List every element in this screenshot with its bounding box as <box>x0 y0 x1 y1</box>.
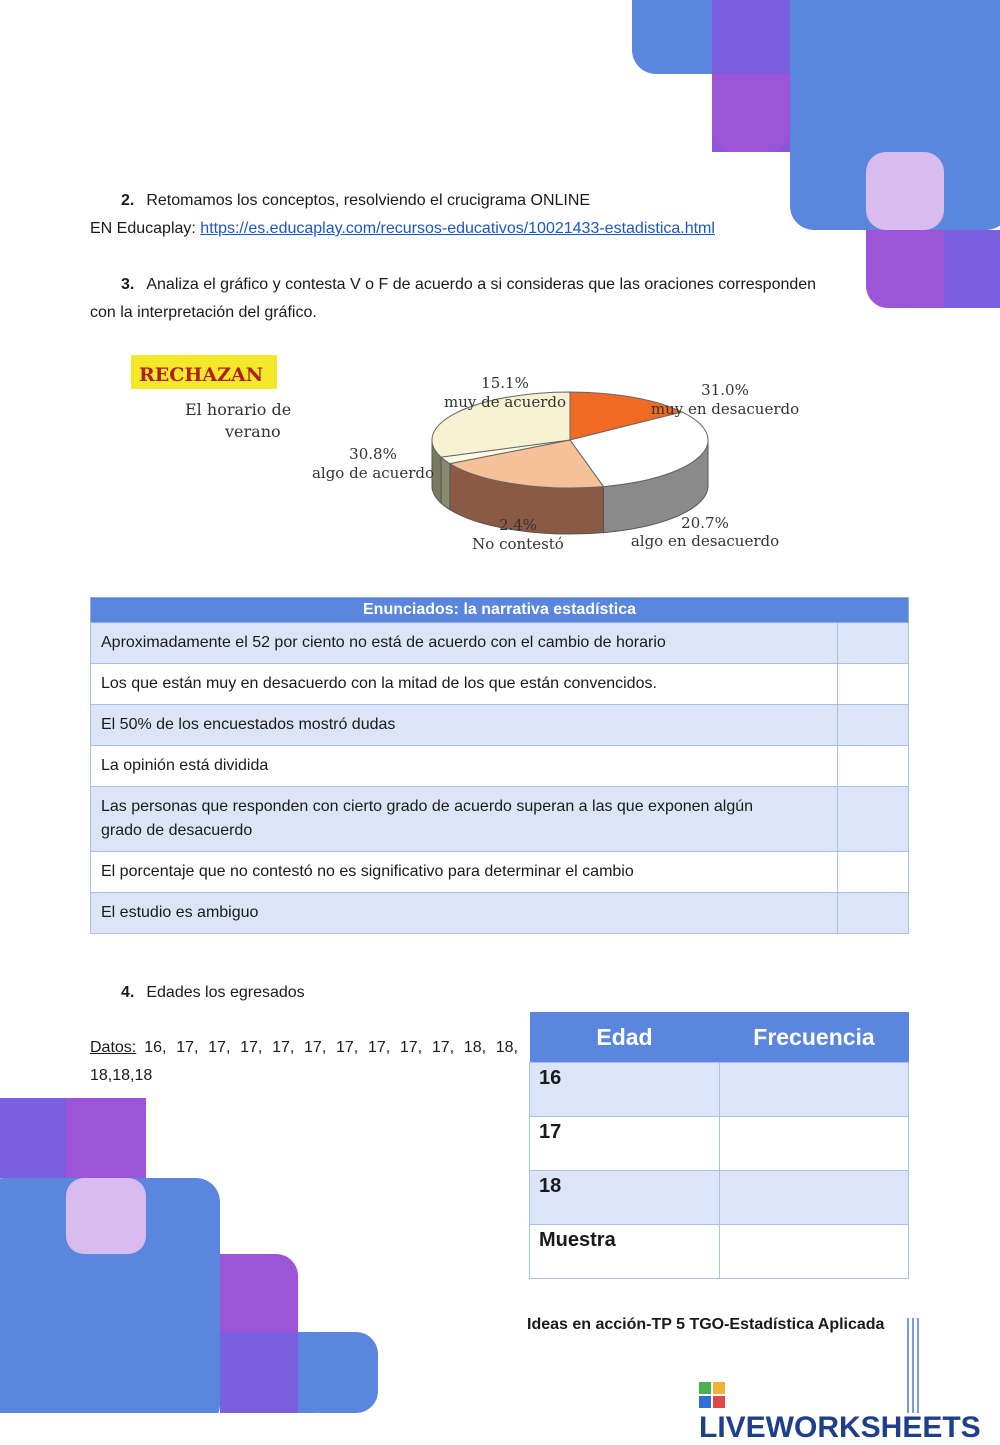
opinion-pie-chart <box>125 345 825 570</box>
datos-label: Datos: <box>90 1039 137 1056</box>
table-row <box>91 705 909 746</box>
question-4-number: 4. <box>121 984 135 1001</box>
vf-answer-cell[interactable] <box>838 623 909 664</box>
vf-answer-cell[interactable] <box>838 893 909 934</box>
statement-text: El porcentaje que no contestó no es significativo para determinar el cambio <box>91 852 838 893</box>
frequency-answer-cell[interactable] <box>720 1117 909 1171</box>
table-row <box>530 1063 909 1117</box>
vf-answer-cell[interactable] <box>838 664 909 705</box>
decorative-shapes-bottom-left <box>0 1090 390 1413</box>
pie-category-label: No contestó <box>472 535 564 553</box>
pie-percent-label: 31.0% <box>701 381 749 399</box>
statement-text: Los que están muy en desacuerdo con la mitad de los que están convencidos. <box>91 664 838 705</box>
pie-category-label: algo de acuerdo <box>311 464 435 482</box>
liveworksheets-logo-icon <box>699 1382 725 1408</box>
frequency-answer-cell[interactable] <box>720 1063 909 1117</box>
question-3-text: Analiza el gráfico y contesta V o F de acuerdo a si consideras que las oraciones corresponden <box>146 276 817 293</box>
table-row <box>91 787 909 852</box>
educaplay-prefix: EN Educaplay: <box>90 220 196 237</box>
datos-values: 16, 17, 17, 17, 17, 17, 17, 17, 17, 17, 18, 18, 18,18,18 <box>90 1039 518 1084</box>
statement-text: El 50% de los encuestados mostró dudas <box>91 705 838 746</box>
question-2-text: Retomamos los conceptos, resolviendo el crucigrama ONLINE <box>146 192 591 209</box>
pie-category-label: muy de acuerdo <box>443 393 567 411</box>
vf-answer-cell[interactable] <box>838 705 909 746</box>
brand-text: LIVEWORKSHEETS <box>699 1411 981 1444</box>
question-4 <box>121 979 305 1007</box>
statement-text: Aproximadamente el 52 por ciento no está de acuerdo con el cambio de horario <box>91 623 838 664</box>
pie-percent-label: 30.8% <box>349 445 397 463</box>
freq-header-frecuencia: Frecuencia <box>720 1012 909 1063</box>
table-row <box>91 623 909 664</box>
statements-table <box>90 597 909 934</box>
frequency-answer-cell[interactable] <box>720 1171 909 1225</box>
vf-answer-cell[interactable] <box>838 787 909 852</box>
table-row <box>91 893 909 934</box>
vf-answer-cell[interactable] <box>838 852 909 893</box>
question-3-line2: con la interpretación del gráfico. <box>90 304 317 321</box>
datos-block <box>90 1034 518 1090</box>
chart-subtitle-line2: verano <box>225 422 281 441</box>
age-cell: 18 <box>530 1171 720 1225</box>
table-row <box>91 746 909 787</box>
liveworksheets-brand[interactable] <box>699 1377 1000 1445</box>
question-2-link-line <box>90 215 715 243</box>
question-2-number: 2. <box>121 192 135 209</box>
pie-percent-label: 20.7% <box>681 514 729 532</box>
statements-table-header: Enunciados: la narrativa estadística <box>91 598 909 623</box>
question-3-number: 3. <box>121 276 135 293</box>
statement-text: La opinión está dividida <box>91 746 838 787</box>
pie-side-no-contestó <box>441 457 450 510</box>
statement-text: El estudio es ambiguo <box>91 893 838 934</box>
chart-title: RECHAZAN <box>139 364 264 386</box>
freq-header-edad: Edad <box>530 1012 720 1063</box>
pie-category-label: muy en desacuerdo <box>650 400 800 418</box>
age-cell: 16 <box>530 1063 720 1117</box>
pie-category-label: algo en desacuerdo <box>630 532 780 550</box>
educaplay-link[interactable]: https://es.educaplay.com/recursos-educativos/10021433-estadistica.html <box>200 220 715 237</box>
frequency-table <box>529 1012 909 1279</box>
table-row <box>530 1225 909 1279</box>
table-row <box>91 852 909 893</box>
pie-percent-label: 2.4% <box>498 516 538 534</box>
pie-percent-label: 15.1% <box>481 374 529 392</box>
age-cell: 17 <box>530 1117 720 1171</box>
table-row <box>530 1171 909 1225</box>
frequency-answer-cell[interactable] <box>720 1225 909 1279</box>
chart-subtitle-line1: El horario de <box>185 400 292 419</box>
footer-text: Ideas en acción-TP 5 TGO-Estadística Aplicada <box>527 1316 885 1333</box>
vf-answer-cell[interactable] <box>838 746 909 787</box>
table-row <box>530 1117 909 1171</box>
question-2 <box>121 187 590 215</box>
question-3 <box>121 271 816 299</box>
question-4-text: Edades los egresados <box>146 984 305 1001</box>
age-cell: Muestra <box>530 1225 720 1279</box>
table-row <box>91 664 909 705</box>
statement-text: Las personas que responden con cierto grado de acuerdo superan a las que exponen algún grado de desacuerdo <box>91 787 838 852</box>
